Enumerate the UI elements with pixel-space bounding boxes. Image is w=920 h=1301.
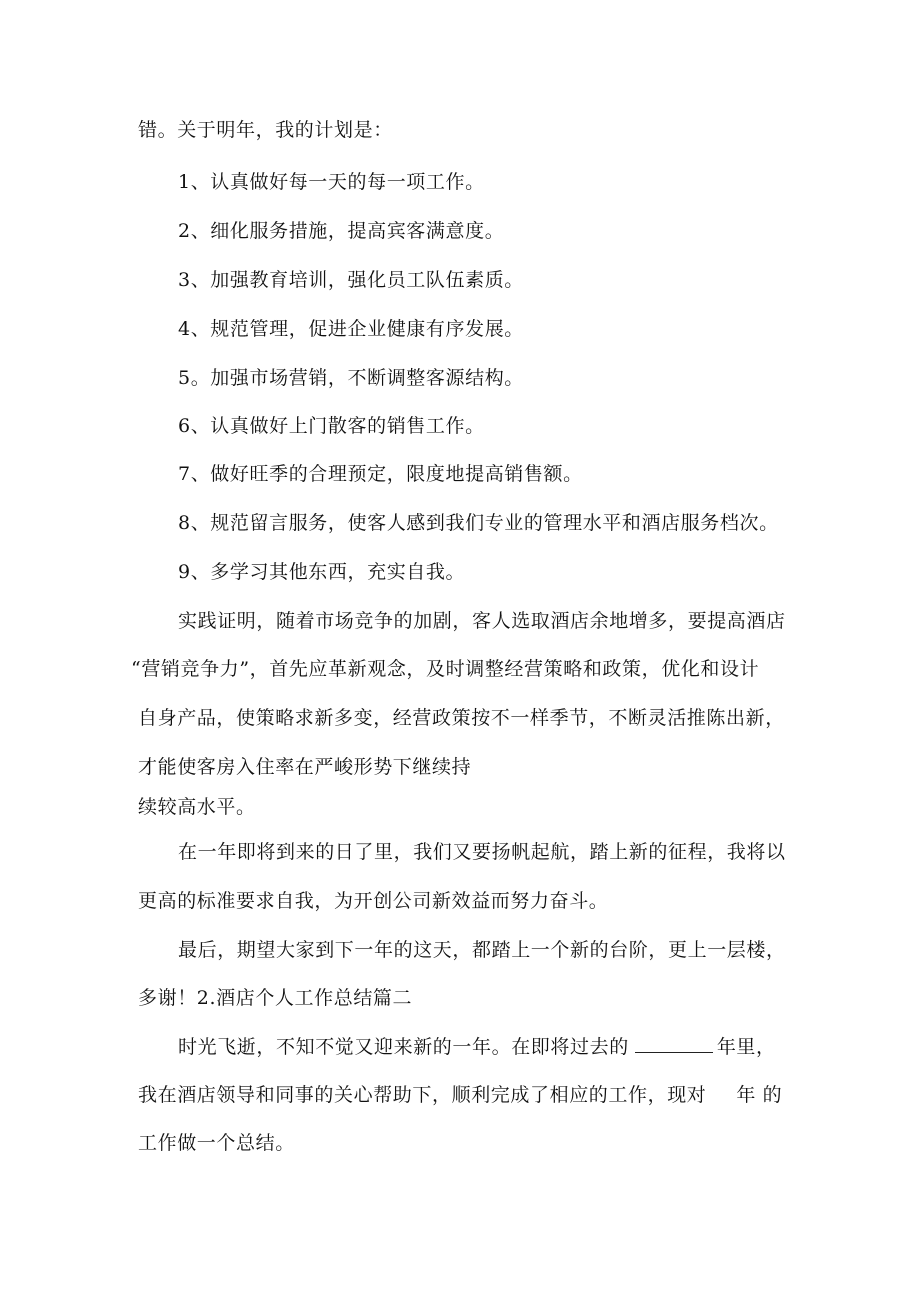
plan-item-4: 4、规范管理，促进企业健康有序发展。 [178, 318, 524, 340]
paragraph-line: 错。关于明年，我的计划是： [138, 119, 393, 141]
line-text: 年里， [716, 1036, 776, 1058]
paragraph-line: 在一年即将到来的日了里，我们又要扬帆起航，踏上新的征程，我将以 [178, 841, 786, 863]
paragraph-line: 实践证明，随着市场竞争的加剧，客人选取酒店余地增多，要提高酒店 [178, 610, 786, 632]
paragraph-line: 工作做一个总结。 [138, 1132, 295, 1154]
fill-in-blank [635, 1034, 713, 1053]
paragraph-line: 更高的标准要求自我，为开创公司新效益而努力奋斗。 [138, 890, 609, 912]
paragraph-line: 自身产品，使策略求新多变，经营政策按不一样季节，不断灵活推陈出新， [138, 707, 785, 729]
plan-item-6: 6、认真做好上门散客的销售工作。 [178, 415, 485, 437]
plan-item-7: 7、做好旺季的合理预定，限度地提高销售额。 [178, 463, 583, 485]
plan-item-2: 2、细化服务措施，提高宾客满意度。 [178, 220, 505, 242]
paragraph-line [138, 1083, 782, 1107]
line-text: 年 的 [736, 1084, 783, 1106]
paragraph-line: 最后，期望大家到下一年的这天，都踏上一个新的台阶，更上一层楼， [178, 939, 786, 961]
paragraph-line: 才能使客房入住率在严峻形势下继续持 [138, 756, 472, 778]
plan-item-5: 5。加强市场营销，不断调整客源结构。 [178, 367, 524, 389]
paragraph-line [178, 1034, 776, 1059]
plan-item-3: 3、加强教育培训，强化员工队伍素质。 [178, 269, 524, 291]
plan-item-9: 9、多学习其他东西，充实自我。 [178, 561, 466, 583]
paragraph-line: 续较高水平。 [138, 796, 256, 818]
paragraph-line: “营销竞争力”，首先应革新观念，及时调整经营策略和政策，优化和设计 [131, 658, 760, 680]
plan-item-8: 8、规范留言服务，使客人感到我们专业的管理水平和酒店服务档次。 [178, 512, 779, 534]
line-text: 时光飞逝，不知不觉又迎来新的一年。在即将过去的 [178, 1036, 629, 1058]
line-text: 我在酒店领导和同事的关心帮助下，顺利完成了相应的工作，现对 [138, 1084, 707, 1106]
section-heading-line: 多谢！2.酒店个人工作总结篇二 [138, 987, 413, 1009]
plan-item-1: 1、认真做好每一天的每一项工作。 [178, 171, 485, 193]
